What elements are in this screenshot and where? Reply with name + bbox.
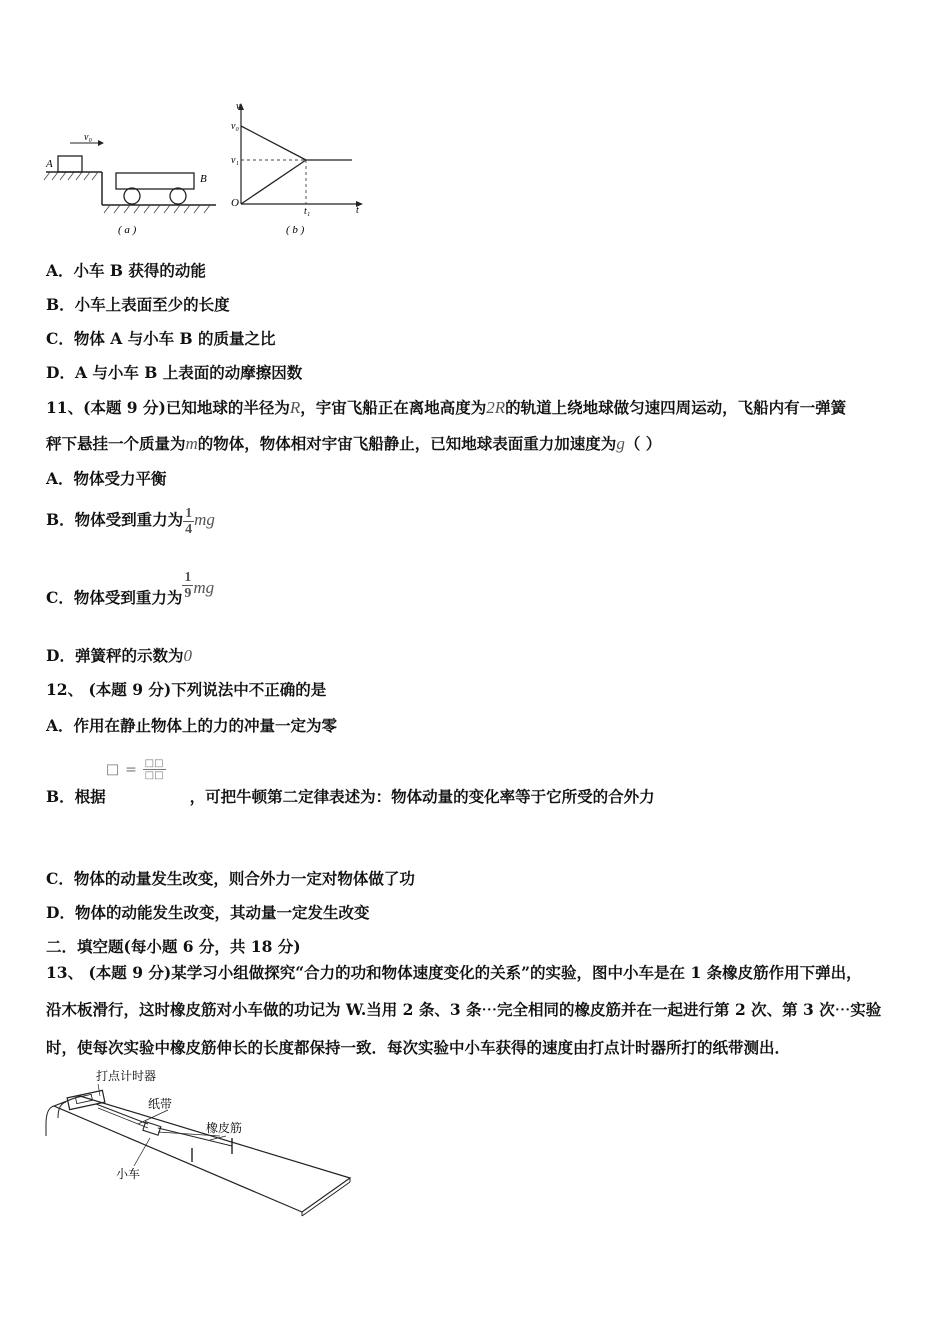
q11-option-b: B．物体受到重力为 $\frac{1}{4}$ mg [46,505,215,537]
q12-option-b: B．根据 ，可把牛顿第二定律表述为：物体动量的变化率等于它所受的合外力 [46,787,655,806]
label-paper-tape: 纸带 [148,1097,173,1111]
wooden-board [54,1096,350,1212]
label-v0: v₀ [84,132,92,143]
line-b-accelerate [241,160,306,204]
q12-option-a: A．作用在静止物体上的力的冲量一定为零 [46,716,338,735]
label-b: B [200,173,207,185]
section-2-heading: 二．填空题(每小题 6 分，共 18 分) [46,937,301,956]
caption-b: ( b ) [286,224,305,236]
q12-option-c: C．物体的动量发生改变，则合外力一定对物体做了功 [46,869,415,888]
fraction-one-ninth: $\frac{1}{9}$ [184,570,192,601]
label-a: A [46,158,53,170]
q12-formula-image: □ = $\frac{□□}{□□}$ [106,758,164,781]
q13-line2: 沿木板滑行，这时橡皮筋对小车做的功记为 W.当用 2 条、3 条⋯完全相同的橡皮筋并在一起进行第 2 次、第 3 次⋯实验 [46,1000,882,1019]
tick-t1: t₁ [304,206,311,217]
q10-option-d: D．A 与小车 B 上表面的动摩擦因数 [46,363,303,382]
label-rubber-band: 橡皮筋 [206,1121,243,1135]
q10-option-a: A．小车 B 获得的动能 [46,261,206,280]
figure-experiment-apparatus [40,1062,360,1222]
q12-stem: 12、 (本题 9 分)下列说法中不正确的是 [46,680,327,699]
q10-option-c: C．物体 A 与小车 B 的质量之比 [46,329,276,348]
q10-option-b: B．小车上表面至少的长度 [46,295,230,314]
q11-stem-line1: 11、(本题 9 分)已知地球的半径为R，宇宙飞船正在离地高度为2R的轨道上绕地球做匀速四周运动，飞船内有一弹簧 [46,398,847,417]
fraction-one-quarter: $\frac{1}{4}$ [185,505,193,537]
tick-v0: v₀ [231,121,239,132]
axis-label-v: v [236,101,241,112]
figure-b-vt-graph [228,100,368,240]
q13-line3: 时，使每次实验中橡皮筋伸长的长度都保持一致．每次实验中小车获得的速度由打点计时器所打的纸带测出． [46,1038,791,1057]
line-a-decelerate [241,126,306,160]
q11-option-a: A．物体受力平衡 [46,469,167,488]
cart-b [116,173,194,189]
tick-v1: v₁ [231,155,239,166]
origin-o: O [231,197,239,209]
q13-line1: 13、 (本题 9 分)某学习小组做探究“合力的功和物体速度变化的关系”的实验，图中小车是在 1 条橡皮筋作用下弹出， [46,963,862,982]
axis-label-t: t [356,205,359,216]
q12-option-d: D．物体的动能发生改变，其动量一定发生改变 [46,903,370,922]
label-dot-timer: 打点计时器 [96,1069,157,1083]
q11-stem-line2: 秤下悬挂一个质量为m的物体，物体相对宇宙飞船静止，已知地球表面重力加速度为g（ ） [46,434,662,453]
q11-option-c: C．物体受到重力为 $\frac{1}{9}$ mg [46,570,215,607]
label-cart: 小车 [116,1167,141,1181]
caption-a: ( a ) [118,224,137,236]
q11-option-d: D．弹簧秤的示数为0 [46,646,192,665]
figure-a-cart-diagram [40,130,225,240]
block-a [58,156,82,172]
